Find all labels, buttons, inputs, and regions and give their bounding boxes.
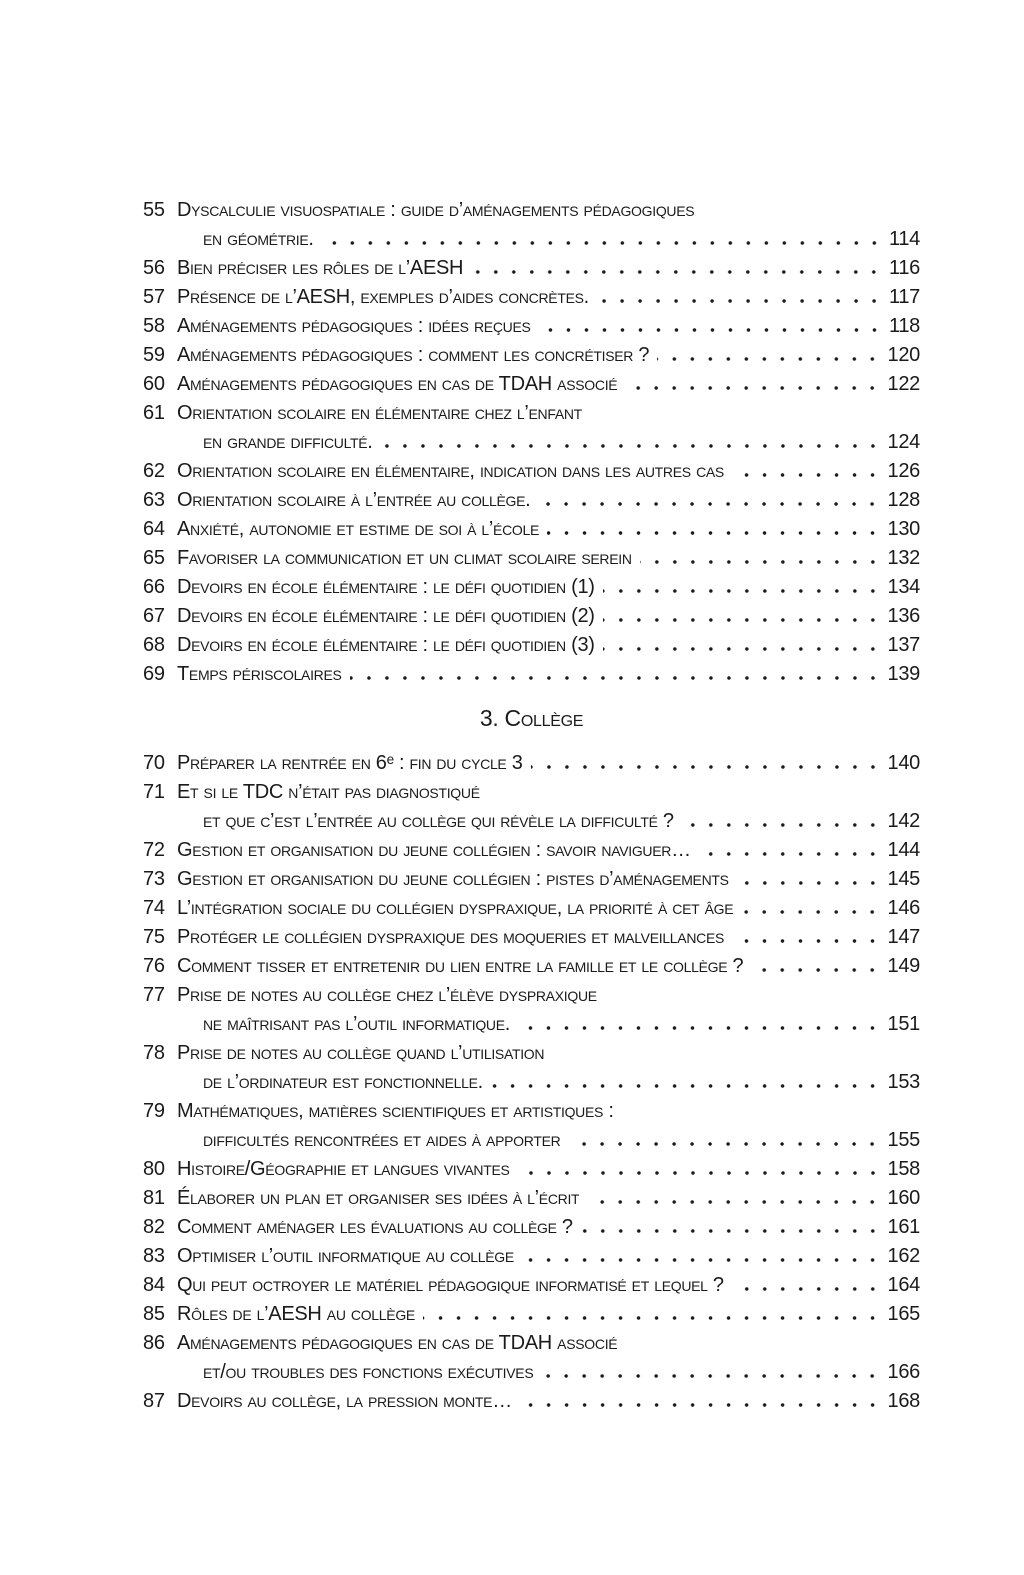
toc-entry xyxy=(143,1242,920,1271)
page-number: 136 xyxy=(887,605,920,627)
entry-lines xyxy=(177,602,920,631)
entry-title: Aménagements pédagogiques : comment les concrétiser ? xyxy=(177,344,650,366)
entry-number: 68 xyxy=(143,634,165,656)
entry-title: Optimiser l’outil informatique au collège xyxy=(177,1245,514,1267)
entry-line xyxy=(177,1184,920,1213)
entry-line xyxy=(177,749,920,778)
entry-title: Anxiété, autonomie et estime de soi à l’école xyxy=(177,518,539,540)
entry-line xyxy=(177,865,920,894)
page-number: 145 xyxy=(887,868,920,890)
entry-title: L’intégration sociale du collégien dyspraxique, la priorité à cet âge xyxy=(177,897,734,919)
entry-title: Rôles de l’AESH au collège xyxy=(177,1303,415,1325)
entry-number: 86 xyxy=(143,1332,165,1354)
entry-line xyxy=(177,283,920,312)
toc-entry xyxy=(143,457,920,486)
entry-line xyxy=(177,1242,920,1271)
page-number: 165 xyxy=(887,1303,920,1325)
toc-entry xyxy=(143,894,920,923)
entry-title: en grande difficulté. xyxy=(203,431,373,453)
page-number: 158 xyxy=(887,1158,920,1180)
page-number: 146 xyxy=(887,897,920,919)
toc-entry xyxy=(143,865,920,894)
entry-line xyxy=(177,573,920,602)
entry-number: 81 xyxy=(143,1187,165,1209)
entry-title: ne maîtrisant pas l’outil informatique. xyxy=(203,1013,511,1035)
entry-lines xyxy=(177,370,920,399)
entry-line xyxy=(177,312,920,341)
entry-line xyxy=(177,1387,920,1416)
entry-line xyxy=(177,602,920,631)
entry-lines xyxy=(177,836,920,865)
entry-lines xyxy=(177,399,920,457)
entry-number: 77 xyxy=(143,984,165,1006)
toc-entry xyxy=(143,1097,920,1155)
entry-line xyxy=(177,515,920,544)
entry-line xyxy=(177,1271,920,1300)
dot-leader xyxy=(657,357,881,361)
toc-entry xyxy=(143,399,920,457)
toc-entry xyxy=(143,1387,920,1416)
entry-number: 87 xyxy=(143,1390,165,1412)
entry-lines xyxy=(177,631,920,660)
toc-entry xyxy=(143,515,920,544)
entry-title: Qui peut octroyer le matériel pédagogique informatisé et lequel ? xyxy=(177,1274,724,1296)
entry-title: Gestion et organisation du jeune collégien : savoir naviguer… xyxy=(177,839,691,861)
toc-entry xyxy=(143,1300,920,1329)
dot-leader xyxy=(471,270,883,274)
entry-number: 85 xyxy=(143,1303,165,1325)
entry-lines xyxy=(177,981,920,1039)
toc-entry xyxy=(143,341,920,370)
page-number: 128 xyxy=(887,489,920,511)
entry-lines xyxy=(177,283,920,312)
toc-entry xyxy=(143,631,920,660)
entry-title: Devoirs au collège, la pression monte… xyxy=(177,1390,512,1412)
entry-title: difficultés rencontrées et aides à apporter xyxy=(203,1129,561,1151)
entry-title: Prise de notes au collège chez l’élève dyspraxique xyxy=(177,984,597,1006)
toc-entry xyxy=(143,573,920,602)
section-heading: 3. Collège xyxy=(479,705,584,731)
entry-title: Devoirs en école élémentaire : le défi quotidien (2) xyxy=(177,605,595,627)
entry-number: 59 xyxy=(143,344,165,366)
page-number: 139 xyxy=(887,663,920,685)
dot-leader xyxy=(423,1316,882,1320)
page-number: 149 xyxy=(887,955,920,977)
entry-lines xyxy=(177,1271,920,1300)
dot-leader xyxy=(732,473,882,477)
entry-title: Aménagements pédagogiques en cas de TDAH associé xyxy=(177,1332,618,1354)
entry-lines xyxy=(177,1300,920,1329)
entry-lines xyxy=(177,952,920,981)
toc-entry xyxy=(143,981,920,1039)
page-number: 140 xyxy=(887,752,920,774)
entry-number: 69 xyxy=(143,663,165,685)
entry-title: et/ou troubles des fonctions exécutives xyxy=(203,1361,534,1383)
dot-leader xyxy=(732,939,881,943)
entry-number: 72 xyxy=(143,839,165,861)
entry-lines xyxy=(177,312,920,341)
entry-title: Dyscalculie visuospatiale : guide d’aménagements pédagogiques xyxy=(177,199,695,221)
toc-entry xyxy=(143,370,920,399)
entry-title: Préparer la rentrée en 6ᵉ : fin du cycle 3 xyxy=(177,752,523,774)
entry-lines xyxy=(177,486,920,515)
page-number: 153 xyxy=(887,1071,920,1093)
dot-leader xyxy=(538,502,881,506)
entry-lines xyxy=(177,1329,920,1387)
entry-lines xyxy=(177,1242,920,1271)
entry-title: et que c’est l’entrée au collège qui révèle la difficulté ? xyxy=(203,810,674,832)
entry-line xyxy=(177,1358,920,1387)
toc-entry xyxy=(143,312,920,341)
page-number: 166 xyxy=(887,1361,920,1383)
toc-entry xyxy=(143,1213,920,1242)
page-number: 147 xyxy=(887,926,920,948)
page-number: 132 xyxy=(887,547,920,569)
page-number: 130 xyxy=(887,518,920,540)
entry-lines xyxy=(177,749,920,778)
page-number: 144 xyxy=(887,839,920,861)
dot-leader xyxy=(603,589,882,593)
dot-leader xyxy=(732,1287,882,1291)
entry-number: 66 xyxy=(143,576,165,598)
entry-line xyxy=(177,1010,920,1039)
dot-leader xyxy=(541,1374,881,1378)
entry-number: 63 xyxy=(143,489,165,511)
dot-leader xyxy=(751,968,881,972)
entry-line xyxy=(177,457,920,486)
entry-lines xyxy=(177,254,920,283)
page-number: 155 xyxy=(887,1129,920,1151)
dot-leader xyxy=(531,765,882,769)
dot-leader xyxy=(518,1026,881,1030)
entry-line xyxy=(177,836,920,865)
page-number: 118 xyxy=(889,315,920,337)
toc-entry xyxy=(143,196,920,254)
toc-entry xyxy=(143,952,920,981)
entry-lines xyxy=(177,778,920,836)
entry-number: 58 xyxy=(143,315,165,337)
entry-title: Protéger le collégien dyspraxique des moqueries et malveillances xyxy=(177,926,725,948)
entry-line xyxy=(177,1097,920,1126)
page-number: 124 xyxy=(887,431,920,453)
entry-number: 70 xyxy=(143,752,165,774)
toc-entry xyxy=(143,923,920,952)
dot-leader xyxy=(568,1142,881,1146)
page-number: 117 xyxy=(889,286,920,308)
toc-entry xyxy=(143,486,920,515)
toc-entry xyxy=(143,660,920,689)
entry-lines xyxy=(177,457,920,486)
dot-leader xyxy=(603,647,882,651)
entry-title: Et si le TDC n’était pas diagnostiqué xyxy=(177,781,480,803)
entry-lines xyxy=(177,1184,920,1213)
page-number: 114 xyxy=(889,228,920,250)
dot-leader xyxy=(640,560,882,564)
entry-line xyxy=(177,254,920,283)
dot-leader xyxy=(547,531,882,535)
entry-lines xyxy=(177,1155,920,1184)
entry-line xyxy=(177,807,920,836)
entry-title: Bien préciser les rôles de l’AESH xyxy=(177,257,464,279)
dot-leader xyxy=(350,676,882,680)
dot-leader xyxy=(581,1229,882,1233)
dot-leader xyxy=(603,618,882,622)
dot-leader xyxy=(682,823,882,827)
entry-line xyxy=(177,952,920,981)
entry-number: 79 xyxy=(143,1100,165,1122)
entry-title: Orientation scolaire à l’entrée au collège. xyxy=(177,489,531,511)
page-number: 161 xyxy=(887,1216,920,1238)
entry-title: Temps périscolaires xyxy=(177,663,342,685)
entry-lines xyxy=(177,196,920,254)
entry-lines xyxy=(177,660,920,689)
page-number: 122 xyxy=(887,373,920,395)
dot-leader xyxy=(322,241,883,245)
entry-lines xyxy=(177,544,920,573)
toc-entry xyxy=(143,1329,920,1387)
entry-line xyxy=(177,1329,920,1358)
entry-line xyxy=(177,196,920,225)
toc-entry xyxy=(143,544,920,573)
entry-number: 71 xyxy=(143,781,165,803)
entry-lines xyxy=(177,573,920,602)
entry-number: 56 xyxy=(143,257,165,279)
entry-title: Favoriser la communication et un climat scolaire serein xyxy=(177,547,632,569)
entry-lines xyxy=(177,865,920,894)
entry-line xyxy=(177,923,920,952)
page-number: 164 xyxy=(887,1274,920,1296)
dot-leader xyxy=(587,1200,881,1204)
toc-entry xyxy=(143,1271,920,1300)
entry-number: 73 xyxy=(143,868,165,890)
page-number: 168 xyxy=(887,1390,920,1412)
entry-line xyxy=(177,544,920,573)
dot-leader xyxy=(520,1403,882,1407)
dot-leader xyxy=(597,299,883,303)
dot-leader xyxy=(491,1084,882,1088)
toc-entry xyxy=(143,836,920,865)
entry-line xyxy=(177,341,920,370)
toc-entry xyxy=(143,749,920,778)
page-number: 160 xyxy=(887,1187,920,1209)
entry-lines xyxy=(177,1039,920,1097)
entry-number: 80 xyxy=(143,1158,165,1180)
entry-title: Comment aménager les évaluations au collège ? xyxy=(177,1216,573,1238)
entry-number: 83 xyxy=(143,1245,165,1267)
entry-title: Orientation scolaire en élémentaire chez l’enfant xyxy=(177,402,582,424)
dot-leader xyxy=(539,328,883,332)
entry-number: 67 xyxy=(143,605,165,627)
entry-line xyxy=(177,660,920,689)
entry-line xyxy=(177,1068,920,1097)
entry-lines xyxy=(177,341,920,370)
entry-title: Orientation scolaire en élémentaire, indication dans les autres cas xyxy=(177,460,724,482)
entry-line xyxy=(177,1213,920,1242)
toc-entry xyxy=(143,602,920,631)
dot-leader xyxy=(737,881,882,885)
dot-leader xyxy=(381,444,882,448)
dot-leader xyxy=(522,1258,882,1262)
toc-section-elementary xyxy=(143,196,920,689)
entry-title: de l’ordinateur est fonctionnelle. xyxy=(203,1071,483,1093)
entry-line xyxy=(177,370,920,399)
page-number: 137 xyxy=(887,634,920,656)
entry-lines xyxy=(177,1213,920,1242)
entry-line xyxy=(177,631,920,660)
entry-title: Aménagements pédagogiques en cas de TDAH associé xyxy=(177,373,618,395)
entry-number: 65 xyxy=(143,547,165,569)
entry-line xyxy=(177,1300,920,1329)
entry-title: Gestion et organisation du jeune collégien : pistes d’aménagements xyxy=(177,868,729,890)
page-number: 162 xyxy=(887,1245,920,1267)
entry-number: 60 xyxy=(143,373,165,395)
entry-line xyxy=(177,778,920,807)
dot-leader xyxy=(518,1171,882,1175)
entry-title: Histoire/Géographie et langues vivantes xyxy=(177,1158,510,1180)
entry-line xyxy=(177,428,920,457)
entry-number: 82 xyxy=(143,1216,165,1238)
entry-title: Aménagements pédagogiques : idées reçues xyxy=(177,315,531,337)
entry-lines xyxy=(177,923,920,952)
entry-number: 84 xyxy=(143,1274,165,1296)
entry-line xyxy=(177,486,920,515)
entry-line xyxy=(177,894,920,923)
page-number: 134 xyxy=(887,576,920,598)
entry-number: 61 xyxy=(143,402,165,424)
page-number: 142 xyxy=(887,810,920,832)
toc-entry xyxy=(143,1039,920,1097)
entry-lines xyxy=(177,515,920,544)
table-of-contents xyxy=(143,196,920,1416)
toc-entry xyxy=(143,283,920,312)
entry-title: Prise de notes au collège quand l’utilisation xyxy=(177,1042,545,1064)
entry-lines xyxy=(177,1387,920,1416)
entry-number: 55 xyxy=(143,199,165,221)
toc-entry xyxy=(143,1155,920,1184)
entry-line xyxy=(177,399,920,428)
dot-leader xyxy=(699,852,882,856)
entry-number: 64 xyxy=(143,518,165,540)
entry-line xyxy=(177,225,920,254)
entry-lines xyxy=(177,894,920,923)
toc-entry xyxy=(143,1184,920,1213)
entry-title: Devoirs en école élémentaire : le défi quotidien (3) xyxy=(177,634,595,656)
entry-title: Mathématiques, matières scientifiques et artistiques : xyxy=(177,1100,614,1122)
page-number: 120 xyxy=(887,344,920,366)
entry-line xyxy=(177,981,920,1010)
entry-number: 78 xyxy=(143,1042,165,1064)
page-number: 151 xyxy=(887,1013,920,1035)
entry-number: 75 xyxy=(143,926,165,948)
entry-line xyxy=(177,1126,920,1155)
entry-number: 76 xyxy=(143,955,165,977)
entry-line xyxy=(177,1155,920,1184)
toc-entry xyxy=(143,778,920,836)
entry-title: en géométrie. xyxy=(203,228,314,250)
dot-leader xyxy=(625,386,881,390)
entry-lines xyxy=(177,1097,920,1155)
entry-title: Présence de l’AESH, exemples d’aides concrètes. xyxy=(177,286,589,308)
toc-entry xyxy=(143,254,920,283)
entry-title: Comment tisser et entretenir du lien entre la famille et le collège ? xyxy=(177,955,744,977)
entry-title: Élaborer un plan et organiser ses idées à l’écrit xyxy=(177,1187,580,1209)
entry-title: Devoirs en école élémentaire : le défi quotidien (1) xyxy=(177,576,595,598)
entry-number: 57 xyxy=(143,286,165,308)
page-number: 116 xyxy=(889,257,920,279)
entry-line xyxy=(177,1039,920,1068)
entry-number: 74 xyxy=(143,897,165,919)
page-number: 126 xyxy=(887,460,920,482)
toc-section-college xyxy=(143,749,920,1416)
entry-number: 62 xyxy=(143,460,165,482)
dot-leader xyxy=(741,910,881,914)
